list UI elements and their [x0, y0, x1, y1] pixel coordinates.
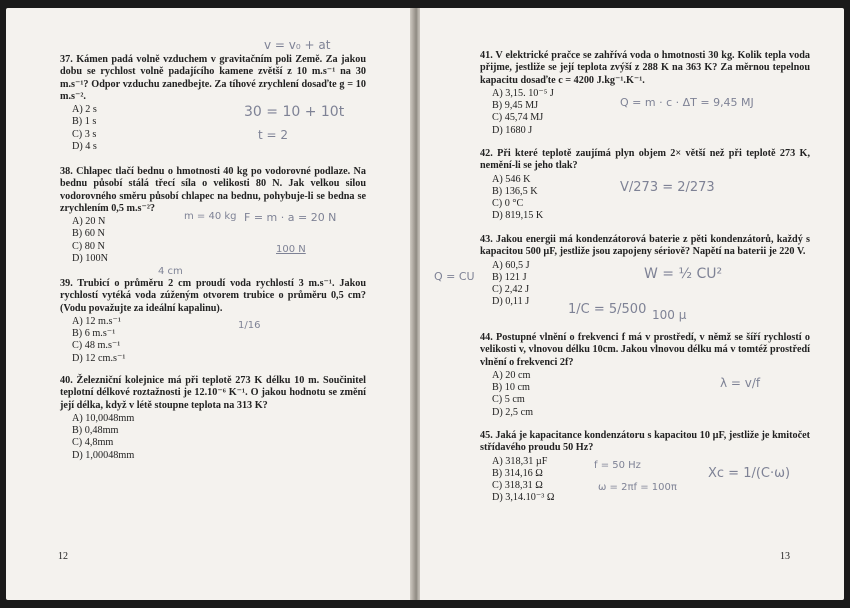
answer-option: C) 48 m.s⁻¹: [72, 340, 121, 352]
handwritten-note: v = v₀ + at: [264, 38, 331, 52]
handwritten-note: F = m · a = 20 N: [244, 211, 337, 224]
question-number: 38.: [60, 166, 73, 177]
right-page: [420, 8, 844, 600]
handwritten-note: 4 cm: [158, 266, 183, 277]
question-number: 41.: [480, 50, 493, 61]
answer-option: A) 546 K: [492, 173, 531, 185]
answer-option: A) 60,5 J: [492, 259, 530, 271]
question-stem: [60, 278, 366, 315]
answer-option: C) 0 °C: [492, 198, 524, 210]
question-44: [480, 332, 810, 419]
question-number: 37.: [60, 54, 73, 65]
question-text: Jakou energii má kondenzátorová baterie z pěti kondenzátorů, každý s kapacitou 500 µF, jestliže jsou zapojeny sériově? Napětí na baterii je 220 V.: [480, 234, 810, 258]
answer-option: D) 4 s: [72, 141, 97, 153]
handwritten-note: 100 N: [276, 244, 306, 255]
question-number: 40.: [60, 375, 73, 386]
answer-option: C) 80 N: [72, 240, 105, 252]
question-stem: [480, 430, 810, 455]
question-text: Jaká je kapacitance kondenzátoru s kapacitou 10 µF, jestliže je kmitočet střídavého proudu 50 Hz?: [480, 430, 811, 454]
page-number: 13: [780, 551, 790, 562]
answer-option: D) 0,11 J: [492, 296, 530, 308]
question-number: 44.: [480, 332, 493, 343]
answer-option: D) 3,14.10⁻³ Ω: [492, 492, 555, 504]
answer-option: D) 12 cm.s⁻¹: [72, 352, 126, 364]
answer-option: B) 1 s: [72, 116, 97, 128]
question-text: Železniční kolejnice má při teplotě 273 K délku 10 m. Součinitel teplotní délkové roztažnosti je 12.10⁻⁶ K⁻¹. O jakou hodnotu se změní její délka, když v létě stoupne teplota na 313 K?: [60, 375, 367, 411]
handwritten-note: λ = v/f: [720, 376, 761, 390]
answer-option: C) 3 s: [72, 128, 97, 140]
answer-option: B) 6 m.s⁻¹: [72, 328, 116, 340]
handwritten-note: Q = CU: [434, 270, 475, 283]
answer-option: B) 136,5 K: [492, 185, 538, 197]
question-number: 45.: [480, 430, 493, 441]
question-number: 43.: [480, 234, 493, 245]
answer-option: B) 121 J: [492, 271, 527, 283]
question-stem: [480, 234, 810, 259]
question-39: [60, 278, 366, 365]
answer-option: D) 819,15 K: [492, 210, 544, 222]
question-text: V elektrické pračce se zahřívá voda o hmotnosti 30 kg. Kolik tepla voda přijme, jestliže se její teplota zvýší z 288 K na 363 K? Za měrnou tepelnou kapacitu dosaďte c = 4200 J.kg⁻¹.K⁻¹.: [480, 50, 810, 86]
answer-option: A) 10,0048mm: [72, 412, 135, 424]
left-page: [6, 8, 414, 600]
question-stem: [480, 148, 810, 173]
question-text: Postupné vlnění o frekvenci f má v prostředí, v němž se šíří rychlostí o velikosti v, vlnovou délku 10cm. Jakou vlnovou délku má v tomtéž prostředí vlnění o frekvenci 2f?: [480, 332, 811, 368]
answer-option: D) 1680 J: [492, 124, 533, 136]
answer-option: A) 318,31 µF: [492, 455, 548, 467]
answer-option: A) 12 m.s⁻¹: [72, 315, 121, 327]
handwritten-note: m = 40 kg: [184, 211, 237, 222]
handwritten-note: 1/16: [238, 320, 261, 331]
question-41: [480, 50, 810, 137]
answer-option: C) 318,31 Ω: [492, 480, 543, 492]
question-40: [60, 375, 366, 462]
answer-option: A) 3,15. 10⁻⁵ J: [492, 87, 554, 99]
answer-option: B) 0,48mm: [72, 425, 119, 437]
question-stem: [60, 375, 366, 412]
question-number: 39.: [60, 278, 73, 289]
handwritten-note: ω = 2πf = 100π: [598, 482, 677, 493]
handwritten-note: 100 µ: [652, 308, 687, 322]
answer-option: A) 20 cm: [492, 369, 531, 381]
answer-option: C) 5 cm: [492, 394, 525, 406]
handwritten-note: t = 2: [258, 128, 289, 142]
answer-option: D) 1,00048mm: [72, 449, 135, 461]
answer-option: B) 314,16 Ω: [492, 467, 543, 479]
answer-option: D) 100N: [72, 253, 108, 265]
answer-option: A) 20 N: [72, 216, 106, 228]
question-text: Trubicí o průměru 2 cm proudí voda rychlostí 3 m.s⁻¹. Jakou rychlostí vytéká voda zúženým otvorem trubice o průměru 0,5 cm? (Vodu považujte za ideální kapalinu).: [60, 278, 366, 314]
answer-option: C) 4,8mm: [72, 437, 114, 449]
answer-option: A) 2 s: [72, 104, 97, 116]
handwritten-note: f = 50 Hz: [594, 460, 641, 471]
answer-option: C) 45,74 MJ: [492, 112, 544, 124]
page-number: 12: [58, 551, 68, 562]
question-stem: [60, 166, 366, 215]
question-number: 42.: [480, 148, 493, 159]
question-stem: [480, 332, 810, 369]
question-stem: [60, 54, 366, 103]
answer-option: C) 2,42 J: [492, 284, 530, 296]
answer-option: D) 2,5 cm: [492, 406, 534, 418]
question-text: Při které teplotě zaujímá plyn objem 2× větší než při teplotě 273 K, nemění-li se jeho tlak?: [480, 148, 811, 172]
question-text: Chlapec tlačí bednu o hmotnosti 40 kg po vodorovné podlaze. Na bednu působí stálá třecí síla o velikosti 80 N. Jak velkou silou vodorovného směru působí chlapec na bednu, pohybuje-li se bedna se zrychlením 0,5 m.s⁻²?: [60, 166, 367, 214]
handwritten-note: Xc = 1/(C·ω): [708, 466, 791, 481]
handwritten-note: W = ½ CU²: [644, 266, 723, 282]
handwritten-note: 30 = 10 + 10t: [244, 104, 345, 120]
question-stem: [480, 50, 810, 87]
handwritten-note: V/273 = 2/273: [620, 180, 715, 195]
answer-option: B) 60 N: [72, 228, 105, 240]
answer-option: B) 10 cm: [492, 382, 530, 394]
answer-option: B) 9,45 MJ: [492, 100, 539, 112]
question-text: Kámen padá volně vzduchem v gravitačním poli Země. Za jakou dobu se rychlost volně padajícího kamene zvětší z 10 m.s⁻¹ na 30 m.s⁻¹? Odpor vzduchu zanedbejte. Za tíhové zrychlení dosaďte g = 10 m.s⁻².: [60, 54, 367, 102]
handwritten-note: Q = m · c · ΔT = 9,45 MJ: [620, 96, 754, 109]
handwritten-note: 1/C = 5/500: [568, 302, 647, 317]
